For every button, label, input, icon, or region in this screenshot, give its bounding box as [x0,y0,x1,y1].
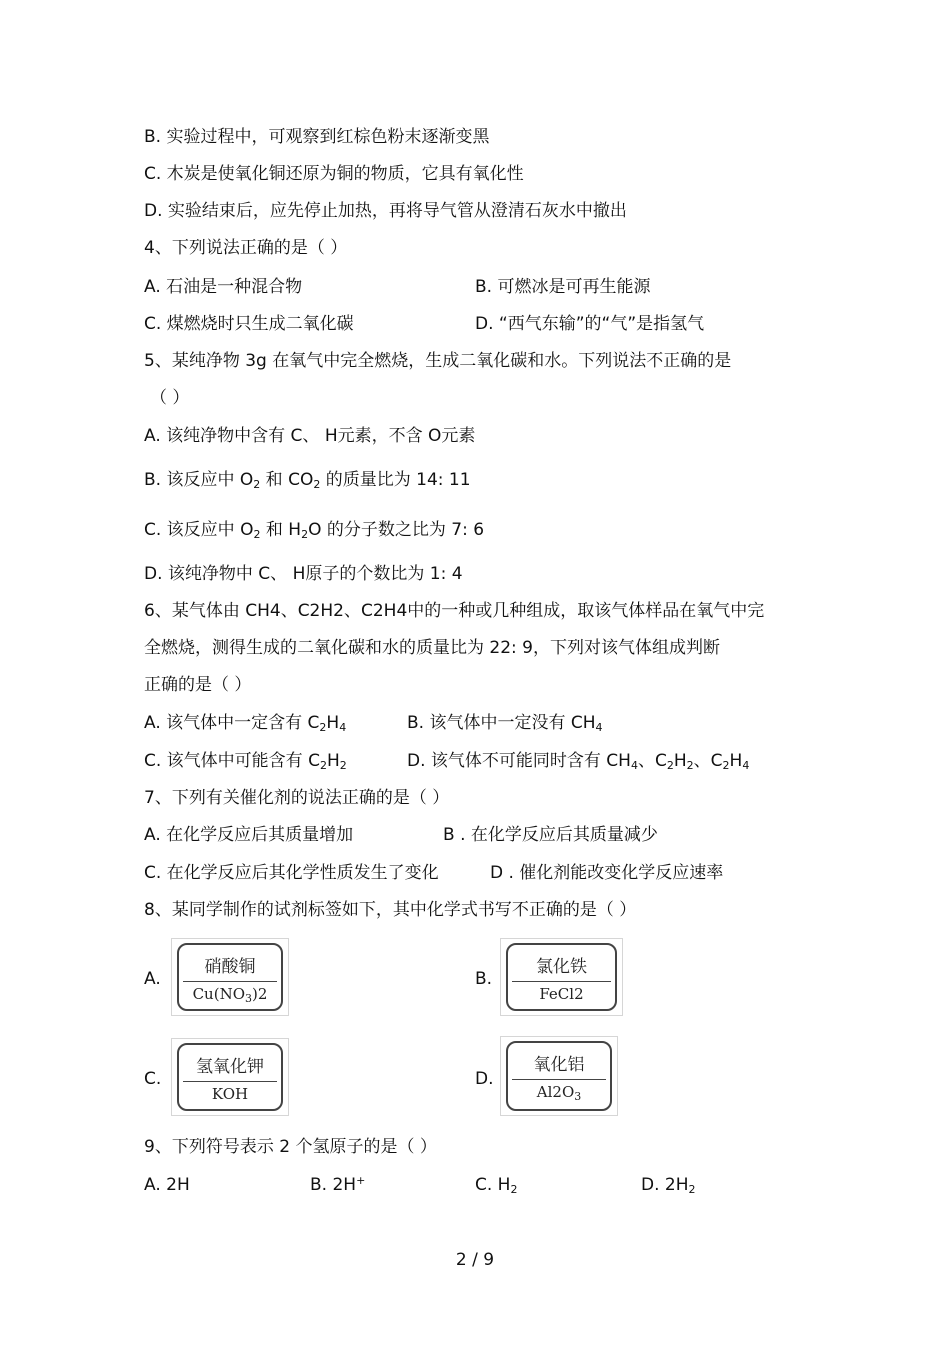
q4-stem: 4、下列说法正确的是（ ） [144,238,348,258]
q5-stem-line1: 5、某纯净物 3g 在氧气中完全燃烧，生成二氧化碳和水。下列说法不正确的是 [144,351,732,371]
q6-option-c-sub1: 2 [319,759,327,772]
q5-option-c-sub2: 2 [301,528,309,541]
q6-option-d-sub4: 2 [722,759,730,772]
q8-label-b-rule [512,981,611,982]
q8-label-a-name: 硝酸铜 [204,957,256,977]
q9-option-c-sub: 2 [510,1183,518,1196]
q9-option-b-sup: + [356,1174,366,1187]
q6-option-d-text2: 、C [637,751,667,771]
q6-stem-line1: 6、某气体由 CH4、C2H2、C2H4中的一种或几种组成，取该气体样品在氧气中完 [144,601,765,621]
q6-option-c-text1: C. 该气体中可能含有 C [144,751,320,771]
q4-option-d: D. “西气东输”的“气”是指氢气 [475,314,705,334]
q8-label-b-f1-sub: 2 [574,985,584,1003]
page-number: 2 / 9 [455,1250,495,1270]
q8-label-d-f1: Al [536,1083,553,1101]
q8-label-c-border [177,1043,283,1111]
q5-option-b-text3: 的质量比为 14: 11 [320,470,471,490]
q6-option-d-sub5: 4 [742,759,750,772]
q5-option-c-text3: O 的分子数之比为 7: 6 [308,520,485,540]
q6-option-a-text1: A. 该气体中一定含有 C [144,713,320,733]
q8-label-a-rule [183,981,277,982]
q8-label-d [500,1036,618,1116]
q5-stem-line2: （ ） [150,388,190,408]
q5-option-b-sub2: 2 [313,478,321,491]
q8-label-b-f1: FeCl [539,985,575,1003]
q6-option-d-sub3: 2 [686,759,694,772]
q5-option-b-sub1: 2 [253,478,261,491]
q7-option-a: A. 在化学反应后其质量增加 [144,825,354,845]
q6-option-a-sub1: 2 [319,721,327,734]
q8-option-b-letter: B. [475,969,493,989]
q4-option-b: B. 可燃冰是可再生能源 [475,277,651,297]
q6-option-c-text2: H [326,751,340,771]
q8-label-d-border [506,1041,612,1111]
q5-option-b [144,469,471,491]
q6-option-b-text1: B. 该气体中一定没有 CH [407,713,596,733]
q9-stem: 9、下列符号表示 2 个氢原子的是（ ） [144,1137,437,1157]
q8-label-d-rule [512,1079,606,1080]
q6-option-d-text4: 、C [693,751,723,771]
q6-option-a-text2: H [326,713,340,733]
q6-option-b-sub1: 4 [595,721,603,734]
q8-label-b-formula [508,985,615,1003]
q4-option-a: A. 石油是一种混合物 [144,277,303,297]
q9-option-c [475,1174,517,1196]
q3-option-c: C. 木炭是使氧化铜还原为铜的物质，它具有氧化性 [144,164,524,184]
q8-label-a-formula [179,985,281,1003]
q8-label-c-name: 氢氧化钾 [196,1057,264,1077]
q7-option-d: D . 催化剂能改变化学反应速率 [490,863,724,883]
q8-label-c-rule [183,1081,277,1082]
q9-option-b [310,1174,365,1196]
q5-option-b-text2: 和 CO [260,470,314,490]
q8-label-d-f2: O [561,1083,575,1101]
q3-option-d: D. 实验结束后，应先停止加热，再将导气管从澄清石灰水中撤出 [144,201,627,221]
q8-label-b-border [506,943,617,1011]
q9-option-c-text: C. H [475,1175,511,1195]
q8-label-a-f2: ) [252,985,258,1003]
q8-label-b-name: 氯化铁 [536,957,587,977]
q8-label-a-f2-sub: 2 [257,985,268,1003]
q6-option-a-sub2: 4 [339,721,347,734]
q9-option-d-sub: 2 [688,1183,696,1196]
q7-option-c: C. 在化学反应后其化学性质发生了变化 [144,863,439,883]
q6-option-b [407,712,603,734]
q8-label-a-f1: Cu(NO [192,985,245,1003]
q9-option-a: A. 2H [144,1175,190,1195]
q7-option-b: B . 在化学反应后其质量减少 [443,825,658,845]
q6-option-d-sub1: 4 [630,759,638,772]
q5-option-c-sub1: 2 [253,528,261,541]
q8-label-d-f1-sub: 2 [552,1083,562,1101]
q8-label-d-name: 氧化铝 [533,1055,585,1075]
q8-label-a [171,938,289,1016]
q5-option-b-text1: B. 该反应中 O [144,470,254,490]
q6-stem-line2: 全燃烧，测得生成的二氧化碳和水的质量比为 22: 9，下列对该气体组成判断 [144,638,720,658]
q8-stem: 8、某同学制作的试剂标签如下，其中化学式书写不正确的是（ ） [144,900,637,920]
q6-option-a [144,712,346,734]
q3-option-b: B. 实验过程中，可观察到红棕色粉末逐渐变黑 [144,127,490,147]
q9-option-d [641,1174,696,1196]
q8-option-c-letter: C. [144,1069,162,1089]
q6-option-d-sub2: 2 [666,759,674,772]
q8-option-a-letter: A. [144,969,161,989]
q5-option-d: D. 该纯净物中 C、 H原子的个数比为 1: 4 [144,564,463,584]
q6-option-d-text1: D. 该气体不可能同时含有 CH [407,751,631,771]
q7-stem: 7、下列有关催化剂的说法正确的是（ ） [144,788,450,808]
q5-option-c-text2: 和 H [260,520,302,540]
q9-option-b-text: B. 2H [310,1175,357,1195]
q6-option-c [144,750,347,772]
q4-option-c: C. 煤燃烧时只生成二氧化碳 [144,314,354,334]
q5-option-a: A. 该纯净物中含有 C、 H元素，不含 O元素 [144,426,476,446]
q5-option-c-text1: C. 该反应中 O [144,520,254,540]
q8-label-b [500,938,623,1016]
q6-option-d-text3: H [673,751,687,771]
q8-label-a-f1-sub: 3 [245,992,252,1005]
q6-option-d-text5: H [729,751,743,771]
q8-label-c-formula: KOH [211,1085,249,1103]
q5-option-c [144,519,484,541]
q8-label-c [171,1038,289,1116]
q8-label-a-border [177,943,283,1011]
q9-option-d-text: D. 2H [641,1175,689,1195]
q6-option-c-sub2: 2 [339,759,347,772]
q8-option-d-letter: D. [475,1069,494,1089]
q8-label-d-f2-sub: 3 [574,1090,582,1103]
q6-option-d [407,750,749,772]
q6-stem-line3: 正确的是（ ） [144,675,252,695]
q8-label-d-formula [508,1083,610,1101]
